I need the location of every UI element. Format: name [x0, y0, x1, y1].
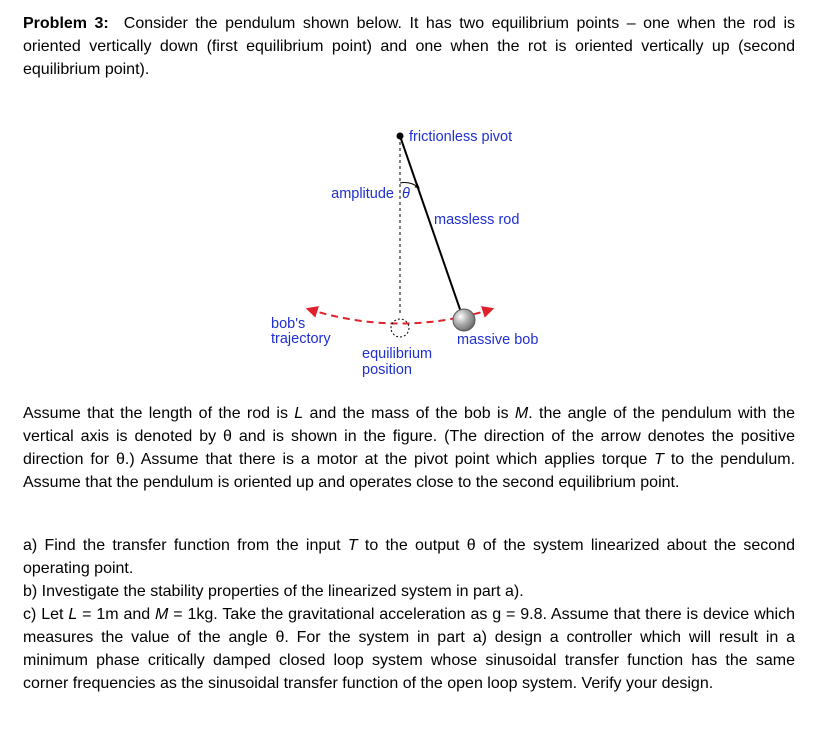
equilibrium-position-circle [391, 319, 409, 337]
part-a [23, 534, 795, 580]
part-c [23, 603, 795, 695]
assumptions-text-2: and the mass of the bob is [303, 405, 515, 422]
part-c-variable-M: M [155, 606, 169, 623]
pendulum-figure [262, 116, 562, 386]
part-c-text-3: = 1kg. Take the gravitational acceleration as g = 9.8. Assume that there is device which measures the value of the angle θ. For the system in part a) design a controller which will result in a minimum phase critically damped closed loop system whose sinusoidal transfer function has the same corner frequencies as the sinusoidal transfer function of the open loop system. Verify your design. [23, 606, 795, 692]
variable-T: T [654, 451, 664, 468]
assumptions-text-1: Assume that the length of the rod is [23, 405, 295, 422]
problem-parts [23, 534, 795, 695]
problem-heading: Problem 3: [23, 15, 109, 32]
part-c-text-2: = 1m and [77, 606, 156, 623]
equilibrium-label-line-1: equilibrium [362, 346, 433, 362]
pivot-point [397, 133, 404, 140]
massive-bob [453, 309, 475, 331]
part-a-text-2: to the output θ of the system linearized about the second operating point. [23, 537, 796, 577]
trajectory-label-line-2: trajectory [271, 331, 331, 347]
problem-intro-text: Consider the pendulum shown below. It has two equilibrium points – one when the rod is oriented vertically down (first equilibrium point) and one when the rot is oriented vertically up (second equilibrium point). [23, 15, 796, 78]
equilibrium-label-line-2: position [362, 362, 412, 378]
part-a-text-1: a) Find the transfer function from the input [23, 537, 348, 554]
rod-label: massless rod [434, 212, 520, 228]
part-c-variable-L: L [68, 606, 78, 623]
variable-M: M [514, 405, 529, 422]
problem-intro [23, 12, 795, 81]
amplitude-label: amplitude [331, 186, 394, 202]
assumptions-text-3: . the angle of the pendulum with the vertical axis is denoted by θ and is shown in the figure. (The direction of the arrow denotes the positive direction for θ.) Assume that there is a motor at the pivot point which applies torque [23, 405, 796, 468]
variable-L: L [294, 405, 304, 422]
assumptions-text-4: to the pendulum. Assume that the pendulum is oriented up and operates close to the second equilibrium point. [23, 451, 796, 491]
trajectory-label-line-1: bob's [271, 316, 306, 332]
part-c-text-1: c) Let [23, 606, 69, 623]
assumptions-paragraph [23, 402, 795, 494]
pivot-label: frictionless pivot [409, 129, 513, 145]
part-b: b) Investigate the stability properties of the linearized system in part a). [23, 583, 524, 600]
bob-label: massive bob [457, 332, 539, 348]
theta-label: θ [402, 186, 410, 202]
part-a-variable-T: T [347, 537, 358, 554]
